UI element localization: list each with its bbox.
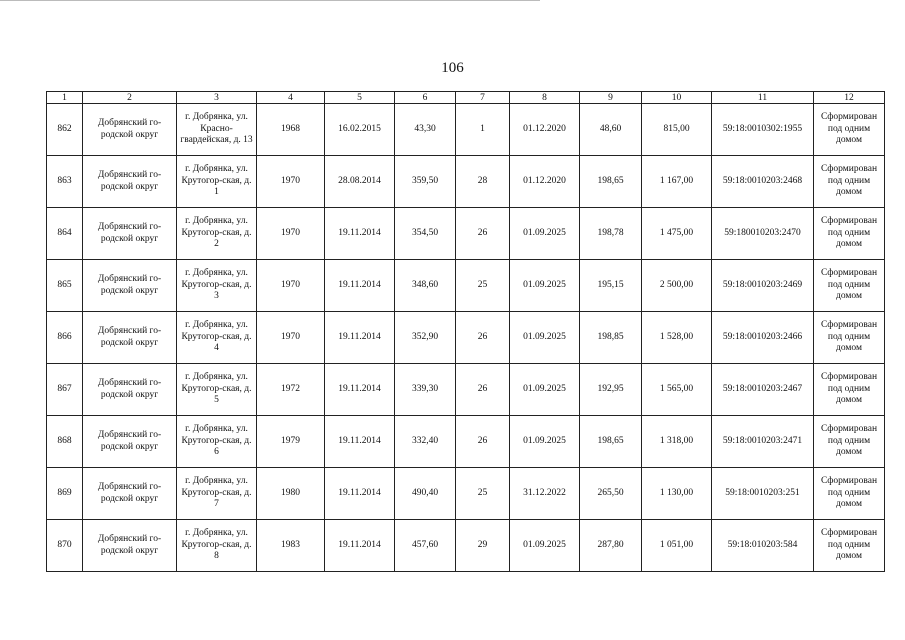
table-row: [47, 416, 885, 468]
cell-date: 19.11.2014: [325, 364, 395, 416]
cell-district: Добрянский го-родской округ: [83, 468, 177, 520]
scan-top-edge: [0, 0, 540, 1]
cell-cadastral-number: 59:18:0010302:1955: [712, 104, 814, 156]
cell-status: Сформирован под одним домом: [814, 104, 885, 156]
cell-date: 19.11.2014: [325, 520, 395, 572]
column-header: 4: [257, 92, 325, 104]
cell-date: 19.11.2014: [325, 416, 395, 468]
column-header: 12: [814, 92, 885, 104]
cell-value: 2 500,00: [642, 260, 712, 312]
cell-date: 28.08.2014: [325, 156, 395, 208]
table-row: [47, 364, 885, 416]
table-row: [47, 260, 885, 312]
cell-value: 1 130,00: [642, 468, 712, 520]
cell-year: 1980: [257, 468, 325, 520]
cell-date: 16.02.2015: [325, 104, 395, 156]
table-row: [47, 520, 885, 572]
cell-value: 198,65: [580, 156, 642, 208]
cell-row-number: 865: [47, 260, 83, 312]
cell-value: 1 167,00: [642, 156, 712, 208]
cell-date: 19.11.2014: [325, 468, 395, 520]
cell-district: Добрянский го-родской округ: [83, 416, 177, 468]
cell-status: Сформирован под одним домом: [814, 468, 885, 520]
cell-count: 26: [456, 312, 510, 364]
cell-row-number: 867: [47, 364, 83, 416]
cell-count: 28: [456, 156, 510, 208]
cell-status: Сформирован под одним домом: [814, 312, 885, 364]
cell-cadastral-number: 59:180010203:2470: [712, 208, 814, 260]
cell-year: 1970: [257, 312, 325, 364]
cell-cadastral-number: 59:18:0010203:251: [712, 468, 814, 520]
cell-status: Сформирован под одним домом: [814, 364, 885, 416]
cell-value: 1 565,00: [642, 364, 712, 416]
cell-status: Сформирован под одним домом: [814, 520, 885, 572]
cell-district: Добрянский го-родской округ: [83, 156, 177, 208]
cell-date: 01.09.2025: [510, 208, 580, 260]
cell-address: г. Добрянка, ул. Крутогор-ская, д. 6: [177, 416, 257, 468]
cell-cadastral-number: 59:18:0010203:2467: [712, 364, 814, 416]
cell-area: 352,90: [395, 312, 456, 364]
cell-district: Добрянский го-родской округ: [83, 312, 177, 364]
table-row: [47, 156, 885, 208]
cell-address: г. Добрянка, ул. Крутогор-ская, д. 8: [177, 520, 257, 572]
cell-value: 1 318,00: [642, 416, 712, 468]
cell-cadastral-number: 59:18:0010203:2466: [712, 312, 814, 364]
cell-year: 1972: [257, 364, 325, 416]
cell-status: Сформирован под одним домом: [814, 208, 885, 260]
cell-address: г. Добрянка, ул. Крутогор-ская, д. 4: [177, 312, 257, 364]
cell-cadastral-number: 59:18:0010203:2469: [712, 260, 814, 312]
cell-status: Сформирован под одним домом: [814, 416, 885, 468]
cell-cadastral-number: 59:18:0010203:2471: [712, 416, 814, 468]
column-header: 6: [395, 92, 456, 104]
cell-area: 354,50: [395, 208, 456, 260]
table-row: [47, 468, 885, 520]
cell-status: Сформирован под одним домом: [814, 260, 885, 312]
cell-date: 19.11.2014: [325, 208, 395, 260]
cell-value: 192,95: [580, 364, 642, 416]
column-header: 2: [83, 92, 177, 104]
cell-cadastral-number: 59:18:010203:584: [712, 520, 814, 572]
cell-row-number: 863: [47, 156, 83, 208]
table-body: [47, 104, 885, 572]
cell-value: 198,78: [580, 208, 642, 260]
cell-address: г. Добрянка, ул. Крутогор-ская, д. 7: [177, 468, 257, 520]
cell-value: 198,85: [580, 312, 642, 364]
cell-value: 195,15: [580, 260, 642, 312]
cell-year: 1968: [257, 104, 325, 156]
cell-area: 490,40: [395, 468, 456, 520]
column-header: 7: [456, 92, 510, 104]
cell-row-number: 866: [47, 312, 83, 364]
header-row: [47, 92, 885, 104]
cell-count: 26: [456, 208, 510, 260]
cell-area: 332,40: [395, 416, 456, 468]
cell-district: Добрянский го-родской округ: [83, 364, 177, 416]
cell-year: 1970: [257, 260, 325, 312]
cell-district: Добрянский го-родской округ: [83, 208, 177, 260]
cell-date: 31.12.2022: [510, 468, 580, 520]
cell-count: 26: [456, 364, 510, 416]
cell-district: Добрянский го-родской округ: [83, 104, 177, 156]
cell-address: г. Добрянка, ул. Красно-гвардейская, д. 13: [177, 104, 257, 156]
cell-value: 48,60: [580, 104, 642, 156]
cell-date: 01.09.2025: [510, 416, 580, 468]
cell-area: 339,30: [395, 364, 456, 416]
cell-address: г. Добрянка, ул. Крутогор-ская, д. 5: [177, 364, 257, 416]
cell-area: 457,60: [395, 520, 456, 572]
cell-value: 198,65: [580, 416, 642, 468]
cell-date: 01.12.2020: [510, 156, 580, 208]
cell-count: 25: [456, 260, 510, 312]
column-header: 3: [177, 92, 257, 104]
page-number: 106: [441, 60, 464, 76]
column-header: 9: [580, 92, 642, 104]
table-row: [47, 208, 885, 260]
cell-count: 25: [456, 468, 510, 520]
cell-year: 1983: [257, 520, 325, 572]
cell-date: 01.09.2025: [510, 364, 580, 416]
cell-area: 43,30: [395, 104, 456, 156]
cell-value: 815,00: [642, 104, 712, 156]
cell-row-number: 864: [47, 208, 83, 260]
cell-row-number: 862: [47, 104, 83, 156]
cell-address: г. Добрянка, ул. Крутогор-ская, д. 1: [177, 156, 257, 208]
cell-district: Добрянский го-родской округ: [83, 520, 177, 572]
cell-value: 1 475,00: [642, 208, 712, 260]
column-header: 5: [325, 92, 395, 104]
cell-date: 01.09.2025: [510, 312, 580, 364]
cell-count: 1: [456, 104, 510, 156]
cell-row-number: 868: [47, 416, 83, 468]
cell-count: 26: [456, 416, 510, 468]
table-row: [47, 312, 885, 364]
cell-value: 1 051,00: [642, 520, 712, 572]
cell-date: 19.11.2014: [325, 312, 395, 364]
cell-area: 359,50: [395, 156, 456, 208]
cell-date: 19.11.2014: [325, 260, 395, 312]
registry-table: [46, 91, 885, 572]
table-row: [47, 104, 885, 156]
cell-date: 01.09.2025: [510, 520, 580, 572]
cell-area: 348,60: [395, 260, 456, 312]
column-header: 8: [510, 92, 580, 104]
cell-year: 1970: [257, 156, 325, 208]
table-header: [47, 92, 885, 104]
cell-cadastral-number: 59:18:0010203:2468: [712, 156, 814, 208]
cell-row-number: 870: [47, 520, 83, 572]
cell-value: 1 528,00: [642, 312, 712, 364]
cell-address: г. Добрянка, ул. Крутогор-ская, д. 2: [177, 208, 257, 260]
cell-date: 01.12.2020: [510, 104, 580, 156]
cell-count: 29: [456, 520, 510, 572]
cell-status: Сформирован под одним домом: [814, 156, 885, 208]
cell-address: г. Добрянка, ул. Крутогор-ская, д. 3: [177, 260, 257, 312]
cell-year: 1970: [257, 208, 325, 260]
column-header: 11: [712, 92, 814, 104]
cell-date: 01.09.2025: [510, 260, 580, 312]
cell-value: 287,80: [580, 520, 642, 572]
column-header: 1: [47, 92, 83, 104]
column-header: 10: [642, 92, 712, 104]
cell-district: Добрянский го-родской округ: [83, 260, 177, 312]
cell-year: 1979: [257, 416, 325, 468]
cell-row-number: 869: [47, 468, 83, 520]
cell-value: 265,50: [580, 468, 642, 520]
